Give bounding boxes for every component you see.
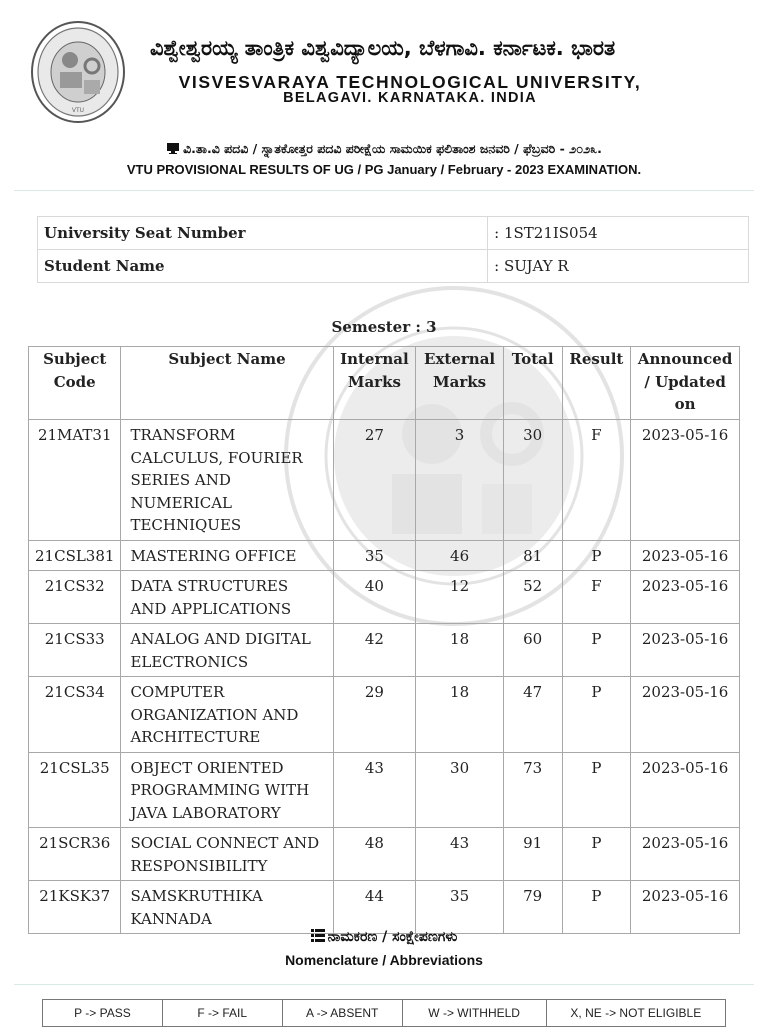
- subject-name: MASTERING OFFICE: [121, 540, 333, 571]
- subject-name: ANALOG AND DIGITAL ELECTRONICS: [121, 624, 333, 677]
- list-icon: [311, 929, 325, 946]
- nomenclature-title-english: Nomenclature / Abbreviations: [285, 952, 483, 968]
- usn-row: [38, 217, 749, 250]
- result-status: P: [562, 828, 631, 881]
- student-name-label: Student Name: [38, 250, 488, 283]
- result-status: F: [562, 420, 631, 541]
- table-row: [29, 881, 740, 934]
- internal-marks: 43: [333, 752, 416, 828]
- student-name-row: [38, 250, 749, 283]
- abbr-withheld: W -> WITHHELD: [402, 1000, 546, 1027]
- subject-code: 21SCR36: [29, 828, 121, 881]
- student-info-table: [37, 216, 749, 283]
- subject-name: SOCIAL CONNECT AND RESPONSIBILITY: [121, 828, 333, 881]
- announced-date: 2023-05-16: [631, 624, 740, 677]
- internal-marks: 35: [333, 540, 416, 571]
- abbr-pass: P -> PASS: [43, 1000, 163, 1027]
- result-status: P: [562, 624, 631, 677]
- table-row: [29, 624, 740, 677]
- external-marks: 3: [416, 420, 504, 541]
- table-row: [29, 752, 740, 828]
- subject-code: 21CS34: [29, 677, 121, 753]
- results-table: [28, 346, 740, 934]
- total-marks: 60: [503, 624, 562, 677]
- internal-marks: 40: [333, 571, 416, 624]
- external-marks: 35: [416, 881, 504, 934]
- page-header: [0, 0, 768, 190]
- header-subject-name: Subject Name: [121, 347, 333, 420]
- subject-code: 21CSL35: [29, 752, 121, 828]
- result-status: P: [562, 752, 631, 828]
- announced-date: 2023-05-16: [631, 571, 740, 624]
- announcement-kannada-text: ವಿ.ತಾ.ವಿ ಪದವಿ / ಸ್ನಾತಕೋತ್ತರ ಪದವಿ ಪರೀಕ್ಷೆಯ ಸಾಮಯಿಕ ಫಲಿತಾಂಶ ಜನವರಿ / ಫೆಬ್ರವರಿ - ೨೦೨೩.: [183, 141, 602, 156]
- external-marks: 12: [416, 571, 504, 624]
- header-external-marks: External Marks: [416, 347, 504, 420]
- abbr-absent: A -> ABSENT: [282, 1000, 402, 1027]
- abbreviations-table: [42, 999, 726, 1027]
- internal-marks: 44: [333, 881, 416, 934]
- usn-label: University Seat Number: [38, 217, 488, 250]
- subject-name: COMPUTER ORGANIZATION AND ARCHITECTURE: [121, 677, 333, 753]
- university-title-kannada: ವಿಶ್ವೇಶ್ವರಯ್ಯ ತಾಂತ್ರಿಕ ವಿಶ್ವವಿದ್ಯಾಲಯ, ಬೆಳಗಾವಿ. ಕರ್ನಾಟಕ. ಭಾರತ: [150, 36, 616, 60]
- announcement-english: VTU PROVISIONAL RESULTS OF UG / PG January / February - 2023 EXAMINATION.: [126, 162, 642, 177]
- table-row: [29, 571, 740, 624]
- announcement-kannada: [0, 141, 768, 157]
- table-row: [29, 677, 740, 753]
- announced-date: 2023-05-16: [631, 881, 740, 934]
- total-marks: 52: [503, 571, 562, 624]
- external-marks: 43: [416, 828, 504, 881]
- abbreviations-row: [43, 1000, 726, 1027]
- abbr-fail: F -> FAIL: [162, 1000, 282, 1027]
- header-divider: [14, 190, 754, 191]
- header-result: Result: [562, 347, 631, 420]
- subject-code: 21CS33: [29, 624, 121, 677]
- total-marks: 81: [503, 540, 562, 571]
- subject-code: 21CSL381: [29, 540, 121, 571]
- external-marks: 18: [416, 624, 504, 677]
- header-internal-marks: Internal Marks: [333, 347, 416, 420]
- internal-marks: 48: [333, 828, 416, 881]
- total-marks: 91: [503, 828, 562, 881]
- total-marks: 79: [503, 881, 562, 934]
- university-seal-icon: [30, 20, 126, 124]
- announced-date: 2023-05-16: [631, 828, 740, 881]
- table-row: [29, 420, 740, 541]
- announced-date: 2023-05-16: [631, 420, 740, 541]
- result-status: F: [562, 571, 631, 624]
- announced-date: 2023-05-16: [631, 677, 740, 753]
- nomenclature-divider: [14, 984, 754, 985]
- subject-code: 21MAT31: [29, 420, 121, 541]
- header-total: Total: [503, 347, 562, 420]
- external-marks: 46: [416, 540, 504, 571]
- result-status: P: [562, 540, 631, 571]
- external-marks: 30: [416, 752, 504, 828]
- table-row: [29, 828, 740, 881]
- subject-name: DATA STRUCTURES AND APPLICATIONS: [121, 571, 333, 624]
- results-header-row: [29, 347, 740, 420]
- internal-marks: 29: [333, 677, 416, 753]
- result-status: P: [562, 881, 631, 934]
- subject-name: TRANSFORM CALCULUS, FOURIER SERIES AND NUMERICAL TECHNIQUES: [121, 420, 333, 541]
- university-location: BELAGAVI. KARNATAKA. INDIA: [283, 90, 537, 106]
- header-announced-date: Announced / Updated on: [631, 347, 740, 420]
- total-marks: 73: [503, 752, 562, 828]
- subject-name: SAMSKRUTHIKA KANNADA: [121, 881, 333, 934]
- total-marks: 30: [503, 420, 562, 541]
- semester-label: Semester : 3: [331, 318, 437, 336]
- university-title-english: VISVESVARAYA TECHNOLOGICAL UNIVERSITY,: [178, 72, 642, 92]
- total-marks: 47: [503, 677, 562, 753]
- table-row: [29, 540, 740, 571]
- internal-marks: 27: [333, 420, 416, 541]
- usn-value: : 1ST21IS054: [488, 217, 749, 250]
- abbr-not-eligible: X, NE -> NOT ELIGIBLE: [546, 1000, 725, 1027]
- announced-date: 2023-05-16: [631, 752, 740, 828]
- announced-date: 2023-05-16: [631, 540, 740, 571]
- nomenclature-title-kannada: [0, 929, 768, 946]
- subject-name: OBJECT ORIENTED PROGRAMMING WITH JAVA LABORATORY: [121, 752, 333, 828]
- student-name-value: : SUJAY R: [488, 250, 749, 283]
- external-marks: 18: [416, 677, 504, 753]
- nomenclature-kannada-text: ನಾಮಕರಣ / ಸಂಕ್ಷೇಪಣಗಳು: [327, 929, 458, 945]
- monitor-icon: [166, 142, 180, 157]
- subject-code: 21CS32: [29, 571, 121, 624]
- result-status: P: [562, 677, 631, 753]
- header-subject-code: Subject Code: [29, 347, 121, 420]
- internal-marks: 42: [333, 624, 416, 677]
- subject-code: 21KSK37: [29, 881, 121, 934]
- svg-text:VTU: VTU: [71, 107, 85, 114]
